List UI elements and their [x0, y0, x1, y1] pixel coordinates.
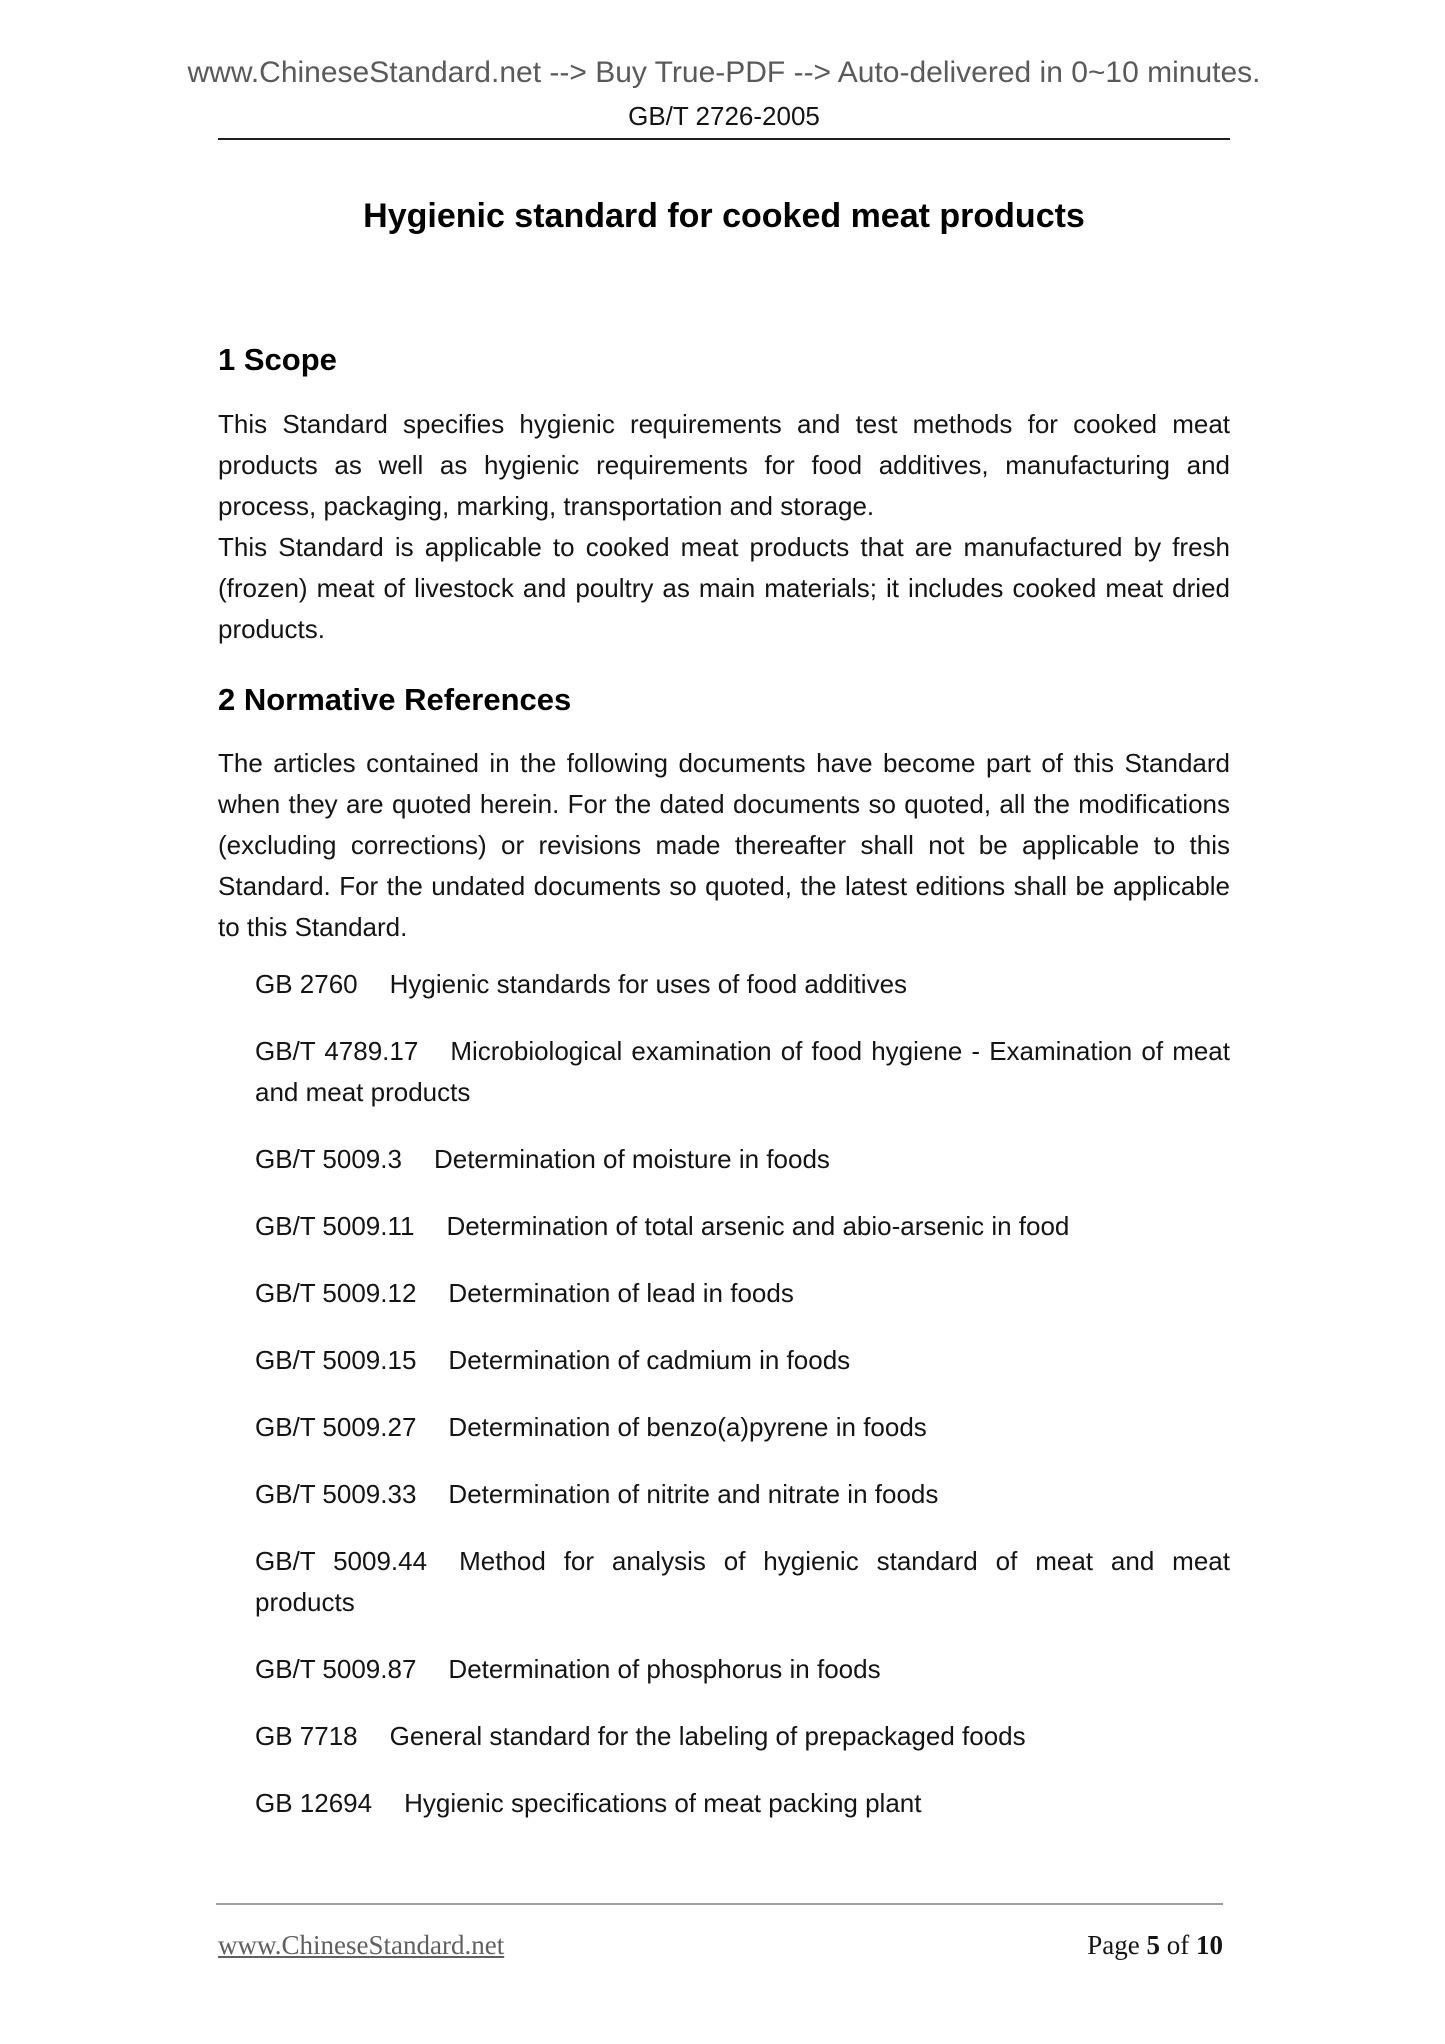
- reference-item: [218, 1340, 1230, 1381]
- page-number-prefix: Page: [1087, 1930, 1140, 1960]
- top-banner-text: www.ChineseStandard.net --> Buy True-PDF --> Auto-delivered in 0~10 minutes.: [187, 56, 1261, 89]
- reference-code: GB/T 5009.12: [255, 1278, 417, 1309]
- reference-code: GB/T 5009.33: [255, 1479, 417, 1510]
- page-number: [1087, 1930, 1223, 1961]
- page-number-current: 5: [1146, 1930, 1160, 1960]
- reference-title: Determination of phosphorus in foods: [448, 1654, 881, 1685]
- reference-code: GB 12694: [255, 1788, 373, 1819]
- standard-number: GB/T 2726-2005: [628, 101, 820, 131]
- reference-title: Determination of nitrite and nitrate in foods: [448, 1479, 939, 1510]
- reference-item: [218, 1031, 1230, 1113]
- page-title: Hygienic standard for cooked meat products: [363, 197, 1085, 235]
- reference-title: Determination of cadmium in foods: [448, 1345, 851, 1376]
- reference-item: [218, 1273, 1230, 1314]
- reference-title: Determination of total arsenic and abio-arsenic in food: [446, 1211, 1070, 1242]
- reference-item: [218, 1716, 1230, 1757]
- page-footer: [218, 1930, 1223, 1961]
- reference-title: Determination of lead in foods: [448, 1278, 794, 1309]
- reference-code: GB/T 5009.27: [255, 1412, 417, 1443]
- reference-item: [218, 1541, 1230, 1623]
- reference-item: [218, 1206, 1230, 1247]
- reference-item: [218, 1139, 1230, 1180]
- reference-code: GB/T 5009.15: [255, 1345, 417, 1376]
- footer-rule: [216, 1903, 1223, 1905]
- reference-code: GB/T 5009.11: [255, 1211, 415, 1242]
- paragraph-normative-intro: The articles contained in the following documents have become part of this Standard when they are quoted herein. For the dated documents so quoted, all the modifications (excluding corrections) or revisions made thereafter shall not be applicable to this Standard. For the undated documents so quoted, the latest editions shall be applicable to this Standard.: [218, 748, 1230, 943]
- reference-title: Hygienic standards for uses of food additives: [389, 969, 908, 1000]
- page-number-of: of: [1166, 1930, 1190, 1960]
- header-rule: [218, 138, 1230, 140]
- section-heading-scope: 1 Scope: [218, 342, 337, 377]
- reference-item: [218, 1649, 1230, 1690]
- reference-code: GB 2760: [255, 969, 358, 1000]
- reference-title: General standard for the labeling of prepackaged foods: [389, 1721, 1026, 1752]
- section-heading-normative-references: 2 Normative References: [218, 681, 572, 717]
- paragraph-scope-2: This Standard is applicable to cooked meat products that are manufactured by fresh (frozen) meat of livestock and poultry as main materials; it includes cooked meat dried products.: [218, 531, 1230, 644]
- reference-item: [218, 1407, 1230, 1448]
- reference-code: GB 7718: [255, 1721, 358, 1752]
- reference-title: Determination of benzo(a)pyrene in foods: [448, 1412, 927, 1443]
- reference-title: Determination of moisture in foods: [433, 1144, 830, 1175]
- reference-title: Hygienic specifications of meat packing plant: [404, 1788, 922, 1819]
- reference-title: Method for analysis of hygienic standard of meat and meat products: [255, 1546, 1230, 1618]
- reference-title: Microbiological examination of food hygiene - Examination of meat and meat products: [255, 1036, 1230, 1108]
- reference-code: GB/T 5009.3: [255, 1144, 402, 1175]
- footer-website-link[interactable]: www.ChineseStandard.net: [218, 1930, 505, 1960]
- reference-code: GB/T 4789.17: [255, 1036, 419, 1067]
- reference-code: GB/T 5009.87: [255, 1654, 417, 1685]
- reference-item: [218, 1474, 1230, 1515]
- reference-code: GB/T 5009.44: [255, 1546, 428, 1577]
- reference-item: [218, 964, 1230, 1005]
- page-number-total: 10: [1196, 1930, 1223, 1960]
- reference-list: [218, 964, 1230, 1824]
- reference-item: [218, 1783, 1230, 1824]
- paragraph-scope-1: This Standard specifies hygienic requirements and test methods for cooked meat products as well as hygienic requirements for food additives, manufacturing and process, packaging, marking, transportation and storage.: [218, 408, 1230, 521]
